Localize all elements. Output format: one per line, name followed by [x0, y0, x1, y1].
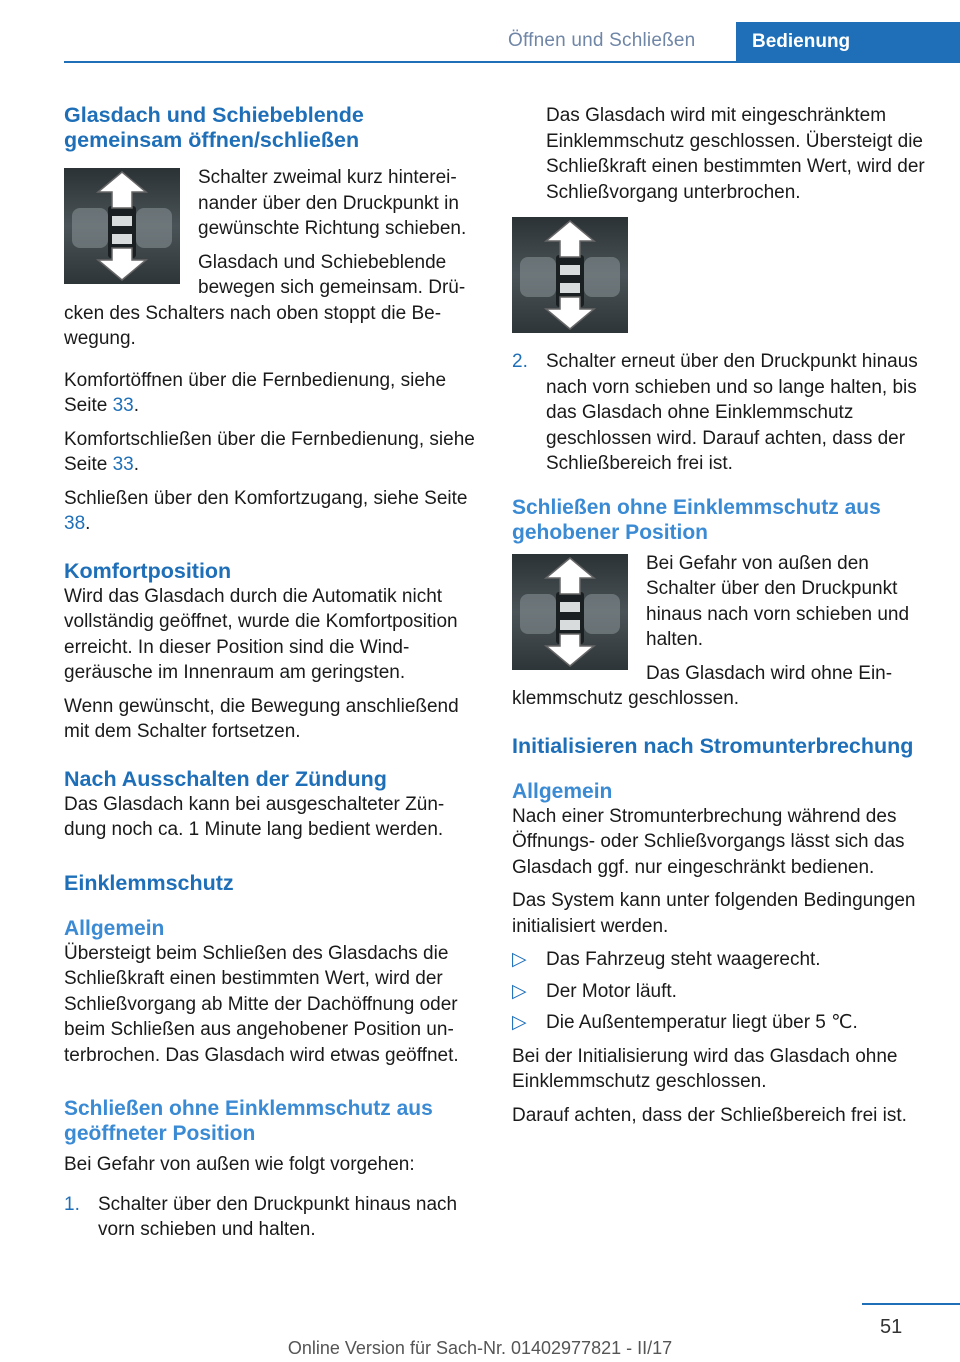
switch-image-both — [64, 168, 180, 284]
text-danger-steps: Bei Gefahr von außen wie folgt vorgehen: — [64, 1154, 415, 1175]
page-number: 51 — [880, 1316, 903, 1338]
text-move-together: Glasdach und Schiebeblende bewegen sich gemeinsam. Drücken des Schalters nach oben stoppt die Bewegung. — [64, 251, 466, 349]
sunroof-switch-icon — [64, 168, 180, 284]
text-init-2: Das System kann unter folgenden Bedingungen initialisiert werden. — [512, 890, 916, 937]
footer-online-version: Online Version für Sach-Nr. 01402977821 - II/17 — [287, 1338, 673, 1358]
header-chapter-label: Bedienung — [752, 31, 851, 52]
heading-general: Allgemein — [64, 916, 165, 940]
list-item: ▷ Das Fahrzeug steht waagerecht. — [512, 947, 928, 973]
step-number: 1. — [64, 1193, 80, 1215]
text-raised-1: Bei Gefahr von außen den Schalter über den Druckpunkt hinaus nach vorn schieben und halten. — [646, 552, 910, 650]
heading-pinch-protection: Einklemmschutz — [64, 870, 234, 895]
link-page-33-open[interactable]: 33 — [112, 395, 134, 416]
heading-after-ignition: Nach Ausschalten der Zündung — [64, 766, 387, 791]
heading-init-general: Allgemein — [512, 779, 613, 803]
heading-initialize: Initialisieren nach Stromunterbrechung — [512, 733, 914, 758]
link-page-38[interactable]: 38 — [64, 513, 86, 534]
left-column — [64, 103, 480, 1251]
right-column — [512, 103, 928, 1136]
text-limited-pinch: Das Glasdach wird mit eingeschränktem Einklemmschutz geschlossen. Übersteigt die Schließkraft einen bestimmten Wert, wird der Schließvorgang unterbrochen. — [546, 105, 925, 203]
heading-close-from-open: Schließen ohne Einklemmschutz aus geöffneter Position — [64, 1097, 433, 1145]
list-item: 2. Schalter erneut über den Druckpunkt hinaus nach vorn schieben und so lange halten, bis das Glasdach ohne Einklemmschutz geschlossen wird. Darauf achten, dass der Schließbereich frei ist. — [512, 351, 918, 474]
bullet-triangle-icon: ▷ — [512, 1012, 527, 1033]
link-page-33-close[interactable]: 33 — [112, 454, 134, 475]
switch-image-raised — [512, 554, 628, 670]
steps-list-2 — [512, 349, 928, 477]
text-comfort-open: Komfortöffnen über die Fernbedienung, siehe Seite 33. — [64, 369, 447, 416]
list-item: 1. Schalter über den Druckpunkt hinaus nach vorn schieben und halten. — [64, 1193, 458, 1240]
sunroof-switch-icon — [512, 554, 628, 670]
header-chapter-tab — [736, 22, 960, 62]
header-rule — [64, 61, 960, 63]
text-comfort-position-1: Wird das Glasdach durch die Automatik nicht vollständig geöffnet, wurde die Komfortposition erreicht. In dieser Position sind die Windgeräusche im Innenraum am geringsten. — [64, 585, 458, 683]
list-item: ▷ Die Außentemperatur liegt über 5 ℃. — [512, 1010, 928, 1036]
steps-list — [64, 1192, 480, 1243]
heading-open-close-both: Glasdach und Schiebeblende gemeinsam öffnen/schließen — [64, 103, 364, 152]
text-init-1: Nach einer Stromunterbrechung während des Öffnungs- oder Schließvorgangs lässt sich das Glasdach ggf. nur eingeschränkt bedienen. — [512, 805, 905, 878]
bullet-triangle-icon: ▷ — [512, 949, 527, 970]
text-init-4: Darauf achten, dass der Schließbereich frei ist. — [512, 1104, 907, 1126]
heading-close-from-raised: Schließen ohne Einklemmschutz aus gehobener Position — [512, 495, 881, 544]
heading-comfort-position: Komfortposition — [64, 558, 232, 583]
sunroof-switch-icon — [512, 217, 628, 333]
text-comfort-position-2: Wenn gewünscht, die Bewegung anschließend mit dem Schalter fortsetzen. — [64, 695, 459, 742]
step-number: 2. — [512, 351, 528, 372]
text-pinch-general: Übersteigt beim Schließen des Glasdachs die Schließkraft einen bestimmten Wert, wird der Schließvorgang ab Mitte der Dachöffnung oder beim Schließen aus angehobener Position unterbrochen. Das Glasdach wird etwas geöffnet. — [64, 942, 459, 1066]
text-raised-2: Das Glasdach wird ohne Einklemmschutz geschlossen. — [512, 662, 893, 709]
footer-rule — [862, 1303, 960, 1305]
text-comfort-close: Komfortschließen über die Fernbedienung, siehe Seite 33. — [64, 428, 475, 475]
text-comfort-access: Schließen über den Komfortzugang, siehe Seite 38. — [64, 487, 468, 534]
list-item: ▷ Der Motor läuft. — [512, 979, 928, 1005]
header-section-title: Öffnen und Schließen — [508, 30, 696, 51]
init-conditions-list — [512, 947, 928, 1036]
bullet-triangle-icon: ▷ — [512, 980, 527, 1002]
text-init-3: Bei der Initialisierung wird das Glasdach ohne Einklemmschutz geschlossen. — [512, 1045, 898, 1092]
text-double-press: Schalter zweimal kurz hintereinander über den Druckpunkt in gewünschte Richtung schieben. — [198, 167, 467, 239]
text-after-ignition: Das Glasdach kann bei ausgeschalteter Zündung noch ca. 1 Minute lang bedient werden. — [64, 793, 445, 840]
switch-image-step — [512, 217, 628, 333]
